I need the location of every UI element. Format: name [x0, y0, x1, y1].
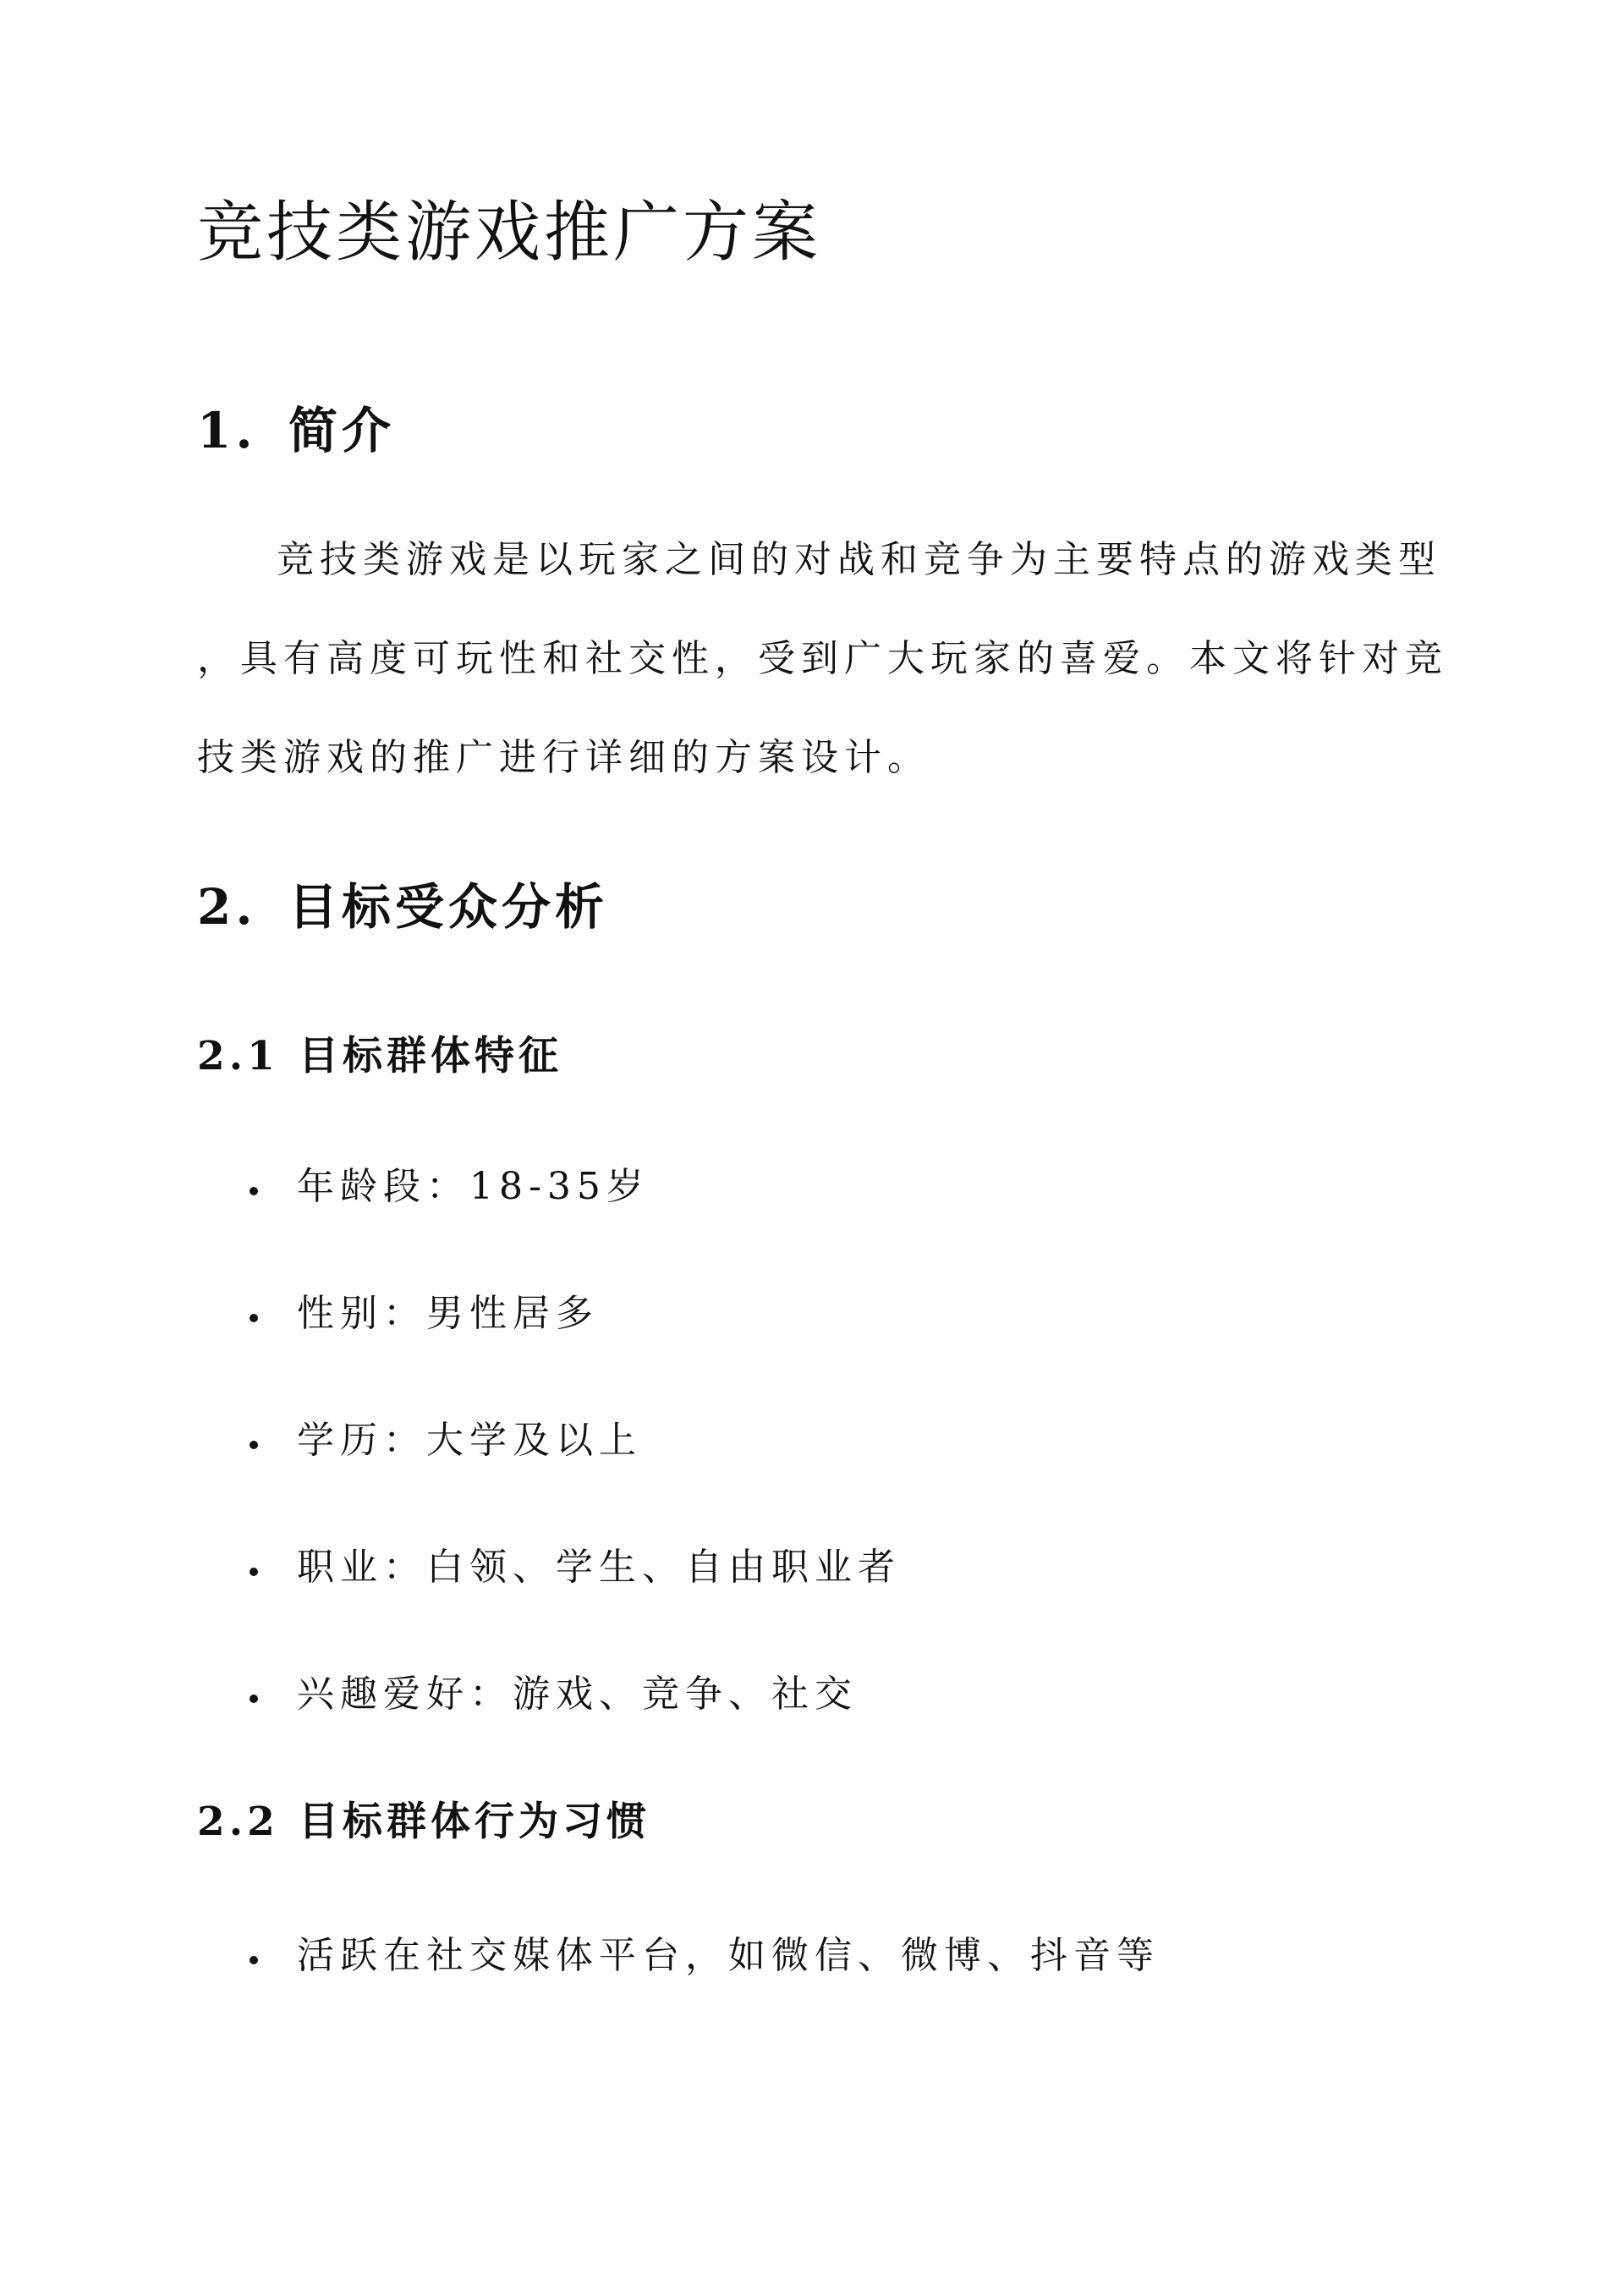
subsection-title: 目标群体行为习惯: [299, 1799, 650, 1845]
bullet-icon: [250, 1695, 258, 1703]
subsection-heading-traits: [197, 1033, 562, 1079]
list-item-text: 性别：男性居多: [297, 1292, 599, 1335]
list-item-text: 年龄段：18-35岁: [297, 1165, 650, 1208]
section-title: 简介: [288, 402, 396, 459]
subsection-number: 2.1: [197, 1033, 279, 1079]
section-title: 目标受众分析: [288, 878, 609, 936]
subsection-title: 目标群体特征: [299, 1033, 562, 1079]
section-heading-audience: [197, 878, 609, 936]
bullet-icon: [250, 1568, 258, 1576]
subsection-number: 2.2: [197, 1799, 279, 1845]
bullet-icon: [250, 1441, 258, 1449]
paragraph-line: 技类游戏的推广进行详细的方案设计。: [197, 736, 930, 779]
paragraph-line: 竞技类游戏是以玩家之间的对战和竞争为主要特点的游戏类型: [277, 538, 1441, 581]
bullet-icon: [250, 1956, 258, 1964]
subsection-heading-habits: [197, 1799, 650, 1845]
list-item-text: 学历：大学及以上: [297, 1419, 642, 1462]
section-number: 1.: [197, 402, 257, 459]
intro-paragraph: [197, 538, 1448, 838]
section-heading-intro: [197, 402, 396, 459]
bullet-icon: [250, 1314, 258, 1322]
section-number: 2.: [197, 878, 257, 936]
paragraph-line: ，具有高度可玩性和社交性，受到广大玩家的喜爱。本文将针对竞: [197, 637, 1448, 680]
list-item-text: 兴趣爱好：游戏、竞争、社交: [297, 1673, 858, 1716]
bullet-icon: [250, 1187, 258, 1195]
list-item-text: 活跃在社交媒体平台，如微信、微博、抖音等: [297, 1934, 1160, 1977]
list-item-text: 职业：白领、学生、自由职业者: [297, 1546, 901, 1589]
document-title: 竞技类游戏推广方案: [197, 195, 822, 271]
